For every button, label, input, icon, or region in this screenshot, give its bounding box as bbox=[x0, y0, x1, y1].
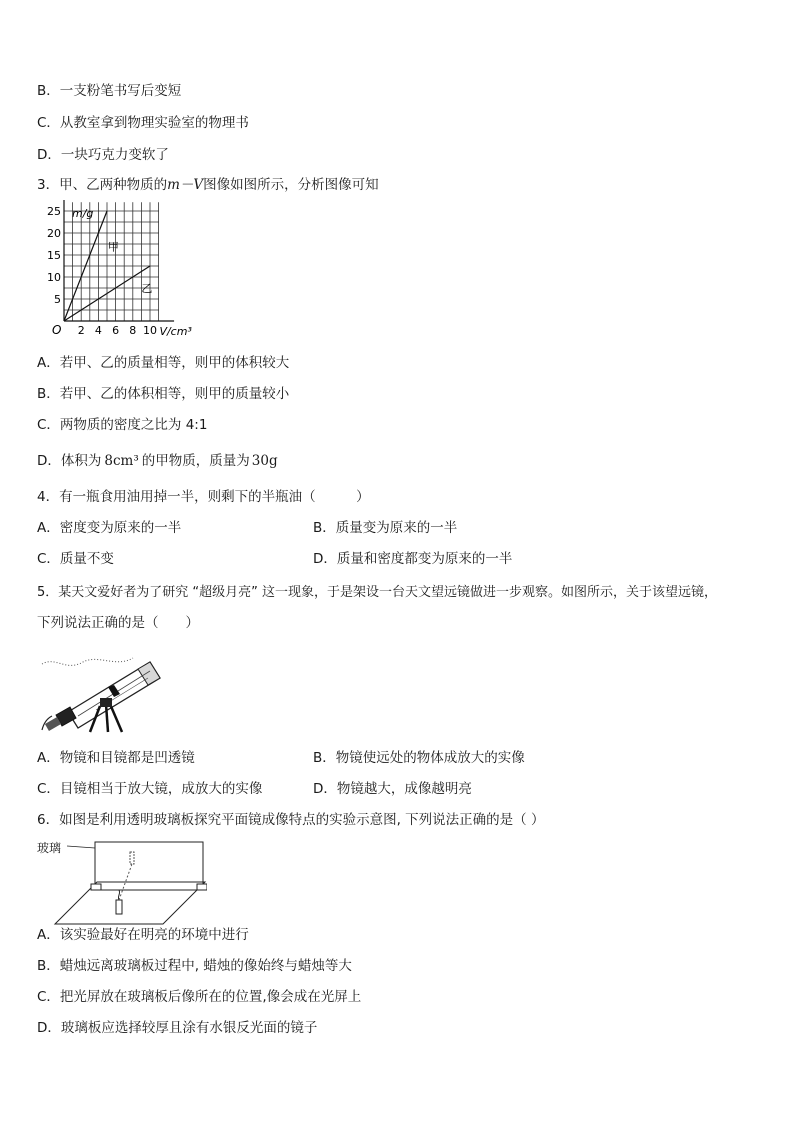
graph-grid bbox=[64, 202, 159, 321]
x-tick-label: 4 bbox=[94, 324, 102, 337]
q3-option-b: B．若甲、乙的体积相等，则甲的质量较小 bbox=[37, 386, 290, 402]
q6-stem: 6．如图是利用透明玻璃板探究平面镜成像特点的实验示意图, 下列说法正确的是（ ） bbox=[37, 812, 545, 828]
q5-stem-line1: 5．某天文爱好者为了研究 “超级月亮” 这一现象，于是架设一台天文望远镜做进一步观察。如图所示，关于该望远镜， bbox=[37, 585, 718, 600]
x-tick-label: 2 bbox=[77, 324, 85, 337]
q5-option-b: B．物镜使远处的物体成放大的实像 bbox=[313, 750, 525, 766]
series-label-yi: 乙 bbox=[141, 281, 153, 295]
q3-stem-suffix: 图像如图所示，分析图像可知 bbox=[203, 177, 379, 193]
q6-option-a: A．该实验最好在明亮的环境中进行 bbox=[37, 927, 249, 943]
q3-option-d bbox=[37, 452, 278, 470]
q2-option-c: C．从教室拿到物理实验室的物理书 bbox=[37, 115, 249, 131]
mirror-experiment-figure bbox=[37, 834, 207, 926]
q5-option-a: A．物镜和目镜都是凹透镜 bbox=[37, 750, 195, 766]
q2-option-b: B．一支粉笔书写后变短 bbox=[37, 83, 182, 99]
q3-stem-prefix: 3．甲、乙两种物质的 bbox=[37, 177, 168, 193]
q6-option-b: B．蜡烛远离玻璃板过程中, 蜡烛的像始终与蜡烛等大 bbox=[37, 958, 352, 974]
q3-option-d-middle: 的甲物质，质量为 bbox=[141, 453, 250, 469]
q3-mv-graph bbox=[42, 200, 212, 342]
q4-option-d: D．质量和密度都变为原来的一半 bbox=[313, 551, 513, 567]
q5-stem-line2: 下列说法正确的是（ ） bbox=[37, 615, 199, 631]
telescope-illustration bbox=[38, 642, 168, 734]
q5-option-d: D．物镜越大，成像越明亮 bbox=[313, 781, 472, 797]
glass-label: 玻璃 bbox=[37, 841, 62, 855]
x-tick-label: 6 bbox=[112, 324, 120, 337]
q3-option-d-prefix: D．体积为 bbox=[37, 453, 102, 469]
x-tick-label: 8 bbox=[129, 324, 137, 337]
y-axis-label: m/g bbox=[72, 207, 94, 220]
origin-label: O bbox=[52, 323, 62, 337]
q6-option-d: D．玻璃板应选择较厚且涂有水银反光面的镜子 bbox=[37, 1020, 318, 1036]
q3-stem-variable: m－V bbox=[167, 177, 204, 193]
q3-option-d-mass: 30g bbox=[251, 453, 278, 469]
y-tick-label: 15 bbox=[47, 249, 61, 262]
q5-option-c: C．目镜相当于放大镜，成放大的实像 bbox=[37, 781, 263, 797]
q3-option-c: C．两物质的密度之比为 4:1 bbox=[37, 417, 208, 433]
q4-option-a: A．密度变为原来的一半 bbox=[37, 520, 182, 536]
q3-stem bbox=[37, 176, 379, 194]
series-label-jia: 甲 bbox=[107, 240, 119, 254]
q3-option-a: A．若甲、乙的质量相等，则甲的体积较大 bbox=[37, 355, 290, 371]
y-tick-label: 10 bbox=[47, 271, 61, 284]
q2-option-d: D．一块巧克力变软了 bbox=[37, 147, 169, 163]
x-tick-label: 10 bbox=[143, 324, 157, 337]
y-tick-label: 20 bbox=[47, 227, 61, 240]
x-axis-label: V/cm³ bbox=[159, 325, 192, 338]
q4-option-c: C．质量不变 bbox=[37, 551, 114, 567]
y-tick-label: 25 bbox=[47, 205, 61, 218]
q6-option-c: C．把光屏放在玻璃板后像所在的位置,像会成在光屏上 bbox=[37, 989, 362, 1005]
mirror-experiment-drawing bbox=[37, 834, 207, 926]
q4-stem: 4．有一瓶食用油用掉一半，则剩下的半瓶油（ ） bbox=[37, 489, 370, 505]
q3-option-d-volume: 8cm³ bbox=[104, 453, 139, 469]
q4-option-b: B．质量变为原来的一半 bbox=[313, 520, 458, 536]
y-tick-label: 5 bbox=[54, 293, 61, 306]
